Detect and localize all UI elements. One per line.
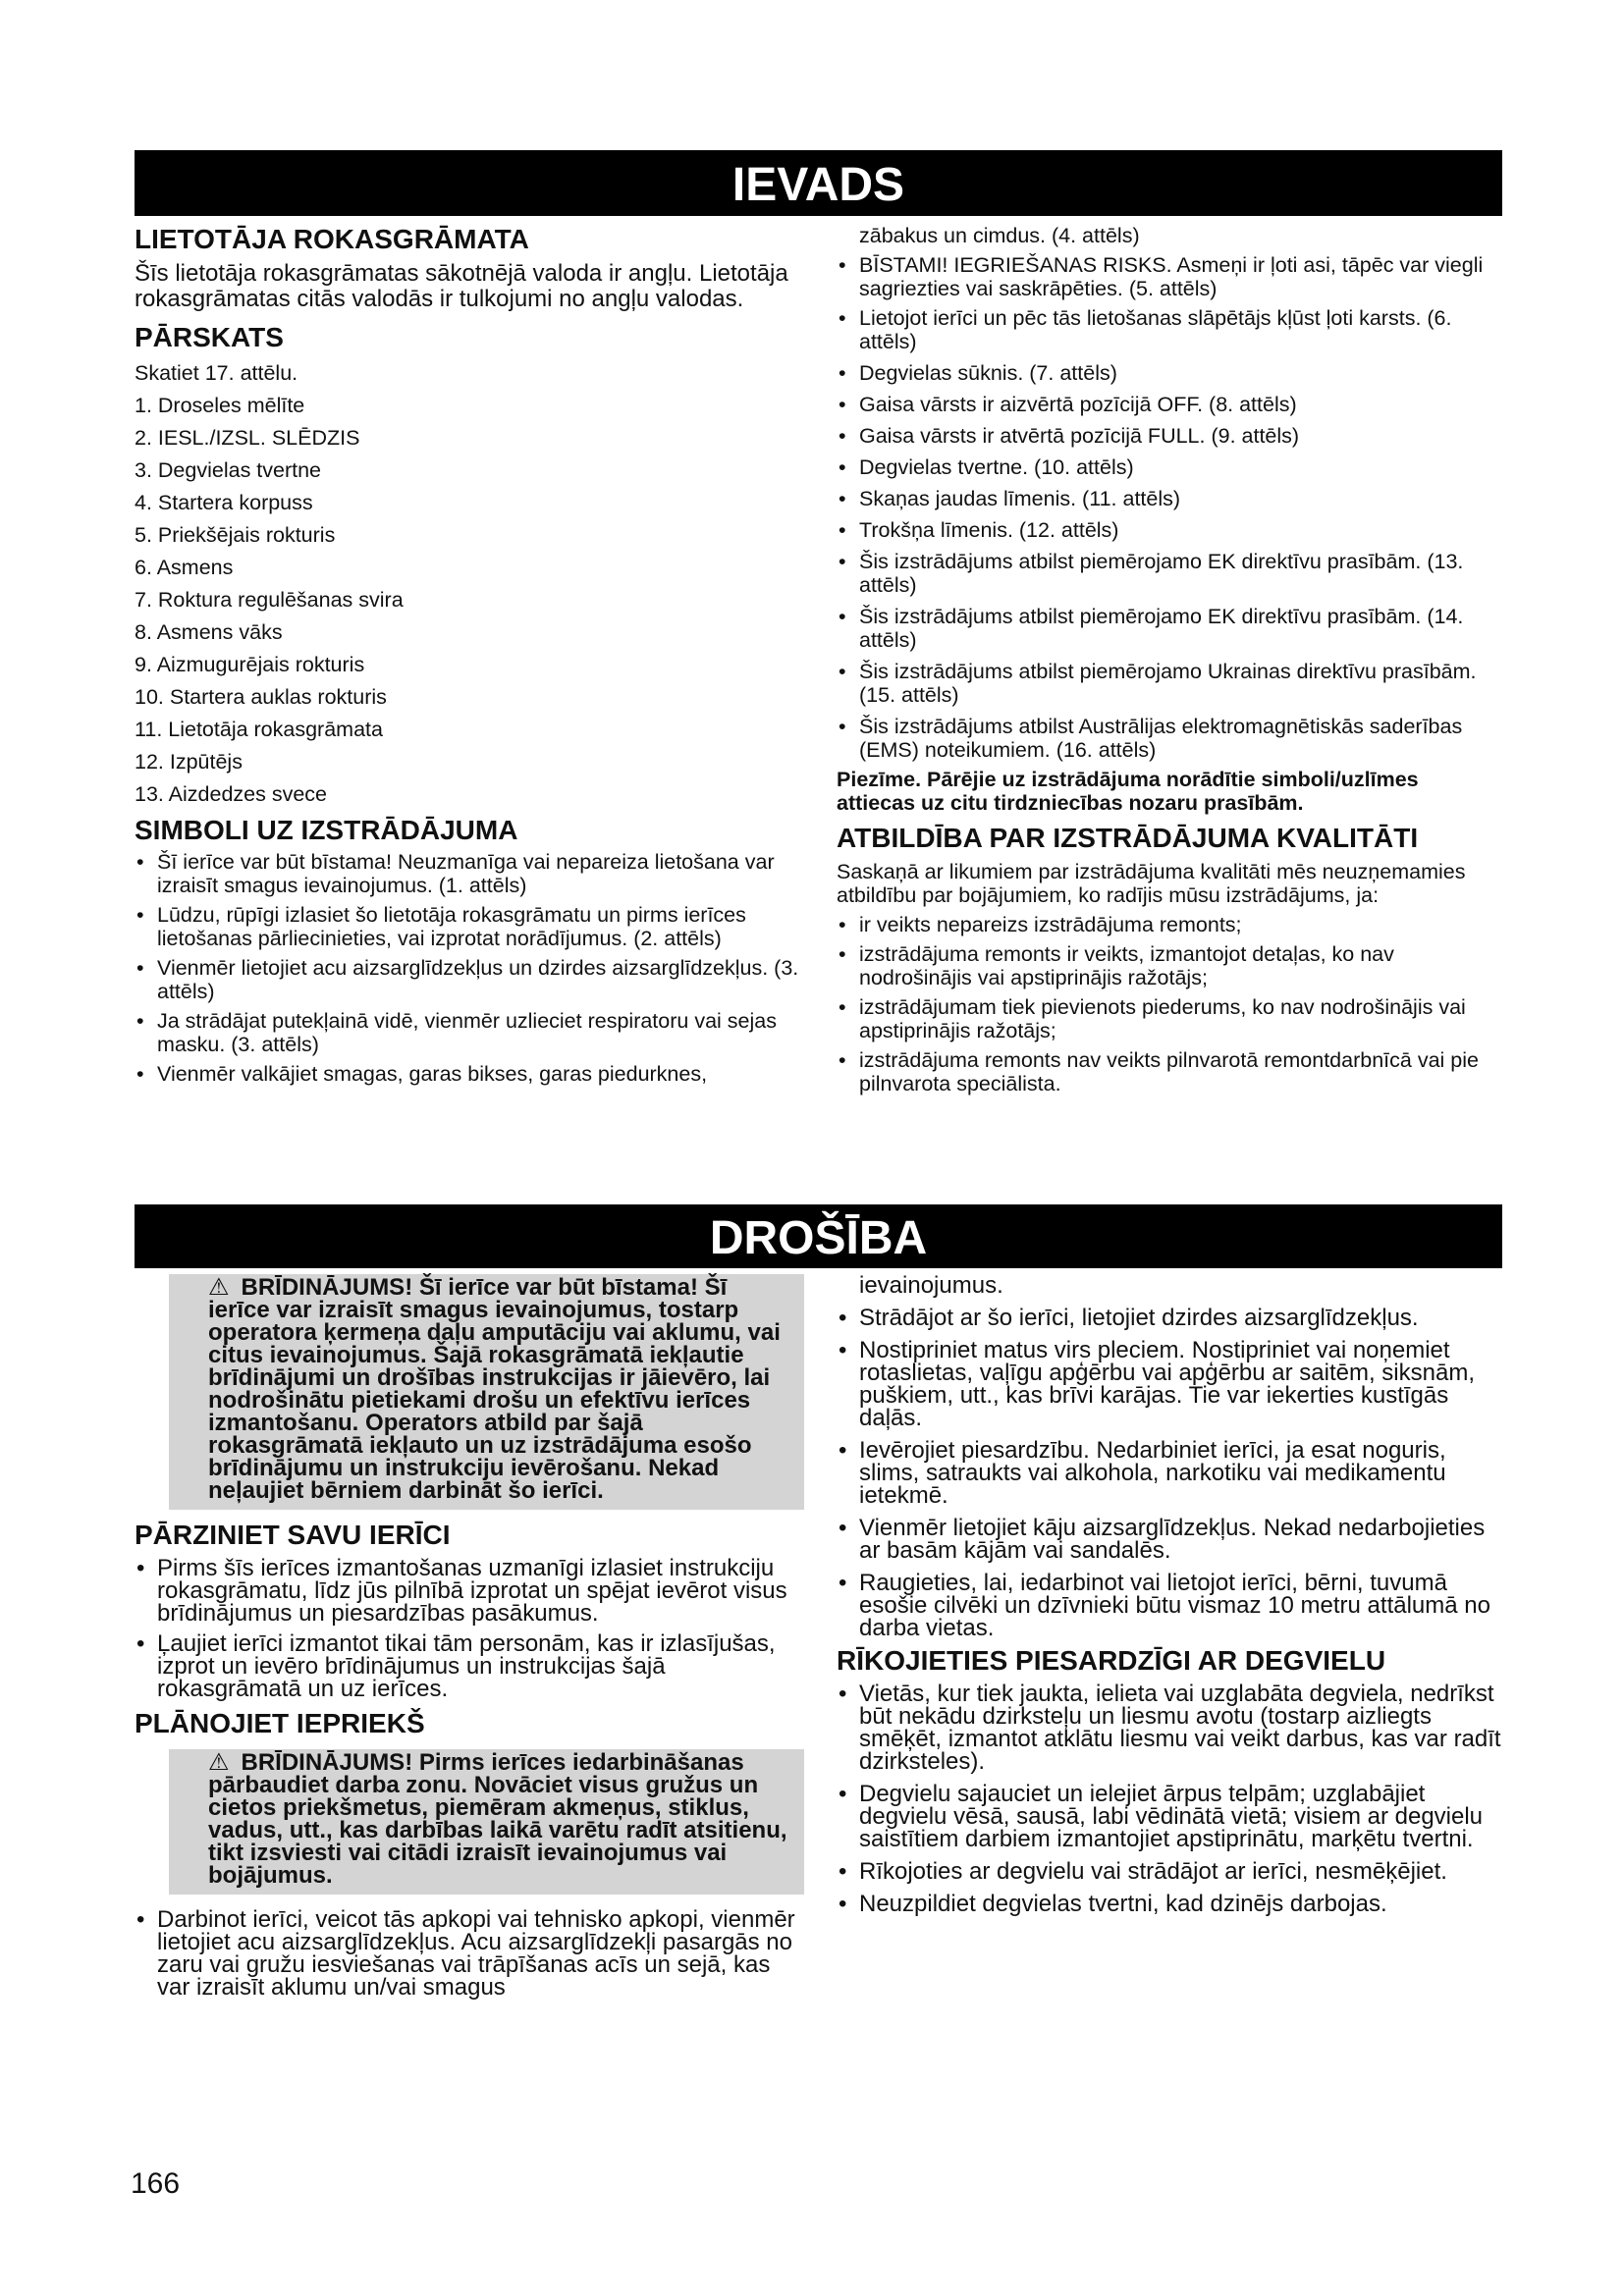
list-item: 3. Degvielas tvertne — [135, 458, 322, 482]
warning-text: BRĪDINĀJUMS! Šī ierīce var būt bīstama! Šī ierīce var izraisīt smagus ievainojumus, tostarp operatora ķermeņa daļu amputāciju vai aklumu, vai citus ievainojumus. Šajā rokasgrāmatā iekļautie brīdinājumi un drošības instrukcijas ir jāievēro, lai nodrošinātu pietiekami drošu un efektīvu ierīces izmantošanu. Operators atbild par šajā rokasgrāmatā iekļauto un uz izstrādājuma esošo brīdinājumu un instrukciju ievērošanu. Nekad neļaujiet bērniem darbināt šo ierīci. — [208, 1274, 781, 1504]
page-number: 166 — [131, 2167, 181, 2200]
list-item: • Ievērojiet piesardzību. Nedarbiniet ierīci, ja esat noguris, slims, satraukts vai alkohola, narkotiku vai medikamentu ietekmē. — [837, 1439, 1502, 1507]
paragraph-original-language: Šīs lietotāja rokasgrāmatas sākotnējā valoda ir angļu. Lietotāja rokasgrāmatas citās valodās ir tulkojumi no angļu valodas. — [135, 260, 788, 312]
list-item: • Šis izstrādājums atbilst piemērojamo Ukrainas direktīvu prasībām. (15. attēls) — [837, 660, 1502, 707]
warning-text: BRĪDINĀJUMS! Pirms ierīces iedarbināšanas pārbaudiet darba zonu. Novāciet visus gružus un cietos priekšmetus, piemēram akmeņus, stiklus, vadus, utt., kas darbības laikā varētu radīt atsitienu, tikt izsviesti vai citādi izraisīt ievainojumus vai bojājumus. — [208, 1749, 787, 1889]
know-list — [135, 1557, 804, 1700]
warning-box-work-area — [169, 1749, 804, 1895]
warning-triangle-icon: ⚠ — [208, 1274, 230, 1301]
paragraph-see-figure: Skatiet 17. attēlu. — [135, 361, 298, 385]
list-item: 6. Asmens — [135, 556, 234, 579]
heading-overview: PĀRSKATS — [135, 322, 284, 352]
list-item: • Šis izstrādājums atbilst piemērojamo EK direktīvu prasībām. (13. attēls) — [837, 550, 1502, 597]
list-item: 11. Lietotāja rokasgrāmata — [135, 718, 383, 741]
ievads-right-column — [837, 224, 1502, 1095]
list-item: • izstrādājuma remonts ir veikts, izmantojot detaļas, ko nav nodrošinājis vai apstiprinājis ražotājs; — [837, 942, 1502, 989]
symbols-list-right — [837, 253, 1502, 762]
list-item: • izstrādājumam tiek pievienots piederums, ko nav nodrošinājis vai apstiprinājis ražotājs; — [837, 995, 1502, 1042]
list-item: • Degvielas sūknis. (7. attēls) — [837, 361, 1502, 385]
list-item: • Šis izstrādājums atbilst piemērojamo EK direktīvu prasībām. (14. attēls) — [837, 605, 1502, 652]
fuel-list — [837, 1682, 1502, 1915]
drosiba-right-column — [837, 1274, 1502, 1915]
list-item: • Vienmēr valkājiet smagas, garas bikses, garas piedurknes, — [135, 1062, 804, 1086]
drosiba-left-column — [135, 1274, 804, 1999]
section-banner-ievads: IEVADS — [135, 150, 1502, 216]
list-item: • izstrādājuma remonts nav veikts pilnvarotā remontdarbnīcā vai pie pilnvarota speciālista. — [837, 1048, 1502, 1095]
paragraph-quality: Saskaņā ar likumiem par izstrādājuma kvalitāti mēs neuzņemamies atbildību par bojājumiem, ko radījis mūsu izstrādājums, ja: — [837, 860, 1466, 907]
list-item: 5. Priekšējais rokturis — [135, 523, 336, 547]
list-item: 7. Roktura regulēšanas svira — [135, 588, 404, 612]
list-item: 9. Aizmugurējais rokturis — [135, 653, 365, 676]
list-item: 4. Startera korpuss — [135, 491, 313, 514]
list-item: • Gaisa vārsts ir aizvērtā pozīcijā OFF. (8. attēls) — [837, 393, 1502, 416]
list-item: • BĪSTAMI! IEGRIEŠANAS RISKS. Asmeņi ir ļoti asi, tāpēc var viegli sagriezties vai saskrāpēties. (5. attēls) — [837, 253, 1502, 300]
list-item: • Lūdzu, rūpīgi izlasiet šo lietotāja rokasgrāmatu un pirms ierīces lietošanas pārliecinieties, vai izprotat norādījumus. (2. attēls) — [135, 903, 804, 950]
list-item: • Pirms šīs ierīces izmantošanas uzmanīgi izlasiet instrukciju rokasgrāmatu, līdz jūs pilnībā izprotat un spējat ievērot visus brīdinājumus un piesardzības pasākumus. — [135, 1557, 804, 1625]
list-item: • Vietās, kur tiek jaukta, ielieta vai uzglabāta degviela, nedrīkst būt nekādu dzirksteļu un liesmu avotu (tostarp aizliegts smēķēt, izmantot atklātu liesmu vai veikt darbus, kas var radīt dzirksteles). — [837, 1682, 1502, 1773]
continued-text: zābakus un cimdus. (4. attēls) — [859, 224, 1140, 247]
plan-list — [135, 1908, 804, 1999]
list-item: • Gaisa vārsts ir atvērtā pozīcijā FULL. (9. attēls) — [837, 424, 1502, 448]
list-item: 10. Startera auklas rokturis — [135, 685, 387, 709]
list-item: • Lietojot ierīci un pēc tās lietošanas slāpētājs kļūst ļoti karsts. (6. attēls) — [837, 306, 1502, 353]
list-item: 12. Izpūtējs — [135, 750, 243, 774]
heading-plan-ahead: PLĀNOJIET IEPRIEKŠ — [135, 1708, 425, 1738]
list-item: • Šis izstrādājums atbilst Austrālijas elektromagnētiskās saderības (EMS) noteikumiem. (16. attēls) — [837, 715, 1502, 762]
list-item: • Ļaujiet ierīci izmantot tikai tām personām, kas ir izlasījušas, izprot un ievēro brīdinājumus un instrukcijas šajā rokasgrāmatā un uz ierīces. — [135, 1632, 804, 1700]
list-item: • Nostipriniet matus virs pleciem. Nostipriniet vai noņemiet rotaslietas, vaļīgu apģērbu vai apģērbu ar saitēm, siksnām, puškiem, utt., kas brīvi karājas. Tie var iekerties kustīgās daļās. — [837, 1339, 1502, 1429]
symbols-list-left — [135, 850, 804, 1086]
list-item: • Strādājot ar šo ierīci, lietojiet dzirdes aizsarglīdzekļus. — [837, 1307, 1502, 1329]
heading-symbols: SIMBOLI UZ IZSTRĀDĀJUMA — [135, 815, 518, 845]
heading-know-your-device: PĀRZINIET SAVU IERĪCI — [135, 1520, 451, 1550]
safety-list — [837, 1307, 1502, 1639]
warning-triangle-icon: ⚠ — [208, 1749, 230, 1776]
list-item: 2. IESL./IZSL. SLĒDZIS — [135, 426, 360, 450]
list-item: • Trokšņa līmenis. (12. attēls) — [837, 518, 1502, 542]
list-item: • Ja strādājat putekļainā vidē, vienmēr uzlieciet respiratoru vai sejas masku. (3. attēls) — [135, 1009, 804, 1056]
note-other-symbols: Piezīme. Pārējie uz izstrādājuma norādītie simboli/uzlīmes attiecas uz citu tirdzniecības nozaru prasībām. — [837, 768, 1419, 815]
list-item: • Skaņas jaudas līmenis. (11. attēls) — [837, 487, 1502, 510]
list-item: • Vienmēr lietojiet acu aizsarglīdzekļus un dzirdes aizsarglīdzekļus. (3. attēls) — [135, 956, 804, 1003]
heading-fuel-caution: RĪKOJIETIES PIESARDZĪGI AR DEGVIELU — [837, 1645, 1386, 1676]
list-item: • Raugieties, lai, iedarbinot vai lietojot ierīci, bērni, tuvumā esošie cilvēki un dzīvnieki būtu vismaz 10 metru attālumā no darba vietas. — [837, 1572, 1502, 1639]
section-banner-drosiba: DROŠĪBA — [135, 1204, 1502, 1268]
list-item: 1. Droseles mēlīte — [135, 394, 305, 417]
list-item: • Rīkojoties ar degvielu vai strādājot ar ierīci, nesmēķējiet. — [837, 1860, 1502, 1883]
parts-list — [135, 394, 804, 806]
list-item: • Neuzpildiet degvielas tvertni, kad dzinējs darbojas. — [837, 1893, 1502, 1915]
list-item: • Vienmēr lietojiet kāju aizsarglīdzekļus. Nekad nedarbojieties ar basām kājām vai sandalēs. — [837, 1517, 1502, 1562]
list-item: • Darbinot ierīci, veicot tās apkopi vai tehnisko apkopi, vienmēr lietojiet acu aizsarglīdzekļus. Acu aizsarglīdzekļi pasargās no zaru vai gružu iesviešanas vai trāpīšanas acīs un sejā, kas var izraisīt aklumu un/vai smagus — [135, 1908, 804, 1999]
heading-user-manual: LIETOTĀJA ROKASGRĀMATA — [135, 224, 529, 254]
list-item: 13. Aizdedzes svece — [135, 782, 328, 806]
list-item: 8. Asmens vāks — [135, 620, 283, 644]
list-item: • Degvielas tvertne. (10. attēls) — [837, 455, 1502, 479]
continued-text: ievainojumus. — [859, 1272, 1003, 1299]
warning-box-general — [169, 1274, 804, 1510]
quality-list — [837, 913, 1502, 1095]
heading-product-quality: ATBILDĪBA PAR IZSTRĀDĀJUMA KVALITĀTI — [837, 823, 1419, 853]
list-item: • Degvielu sajauciet un ielejiet ārpus telpām; uzglabājiet degvielu vēsā, sausā, labi vēdinātā vietā; visiem ar degvielu saistītiem darbiem izmantojiet apstiprinātu, marķētu tvertni. — [837, 1783, 1502, 1850]
list-item: • ir veikts nepareizs izstrādājuma remonts; — [837, 913, 1502, 936]
list-item: • Šī ierīce var būt bīstama! Neuzmanīga vai nepareiza lietošana var izraisīt smagus ievainojumus. (1. attēls) — [135, 850, 804, 897]
ievads-left-column — [135, 224, 804, 1086]
